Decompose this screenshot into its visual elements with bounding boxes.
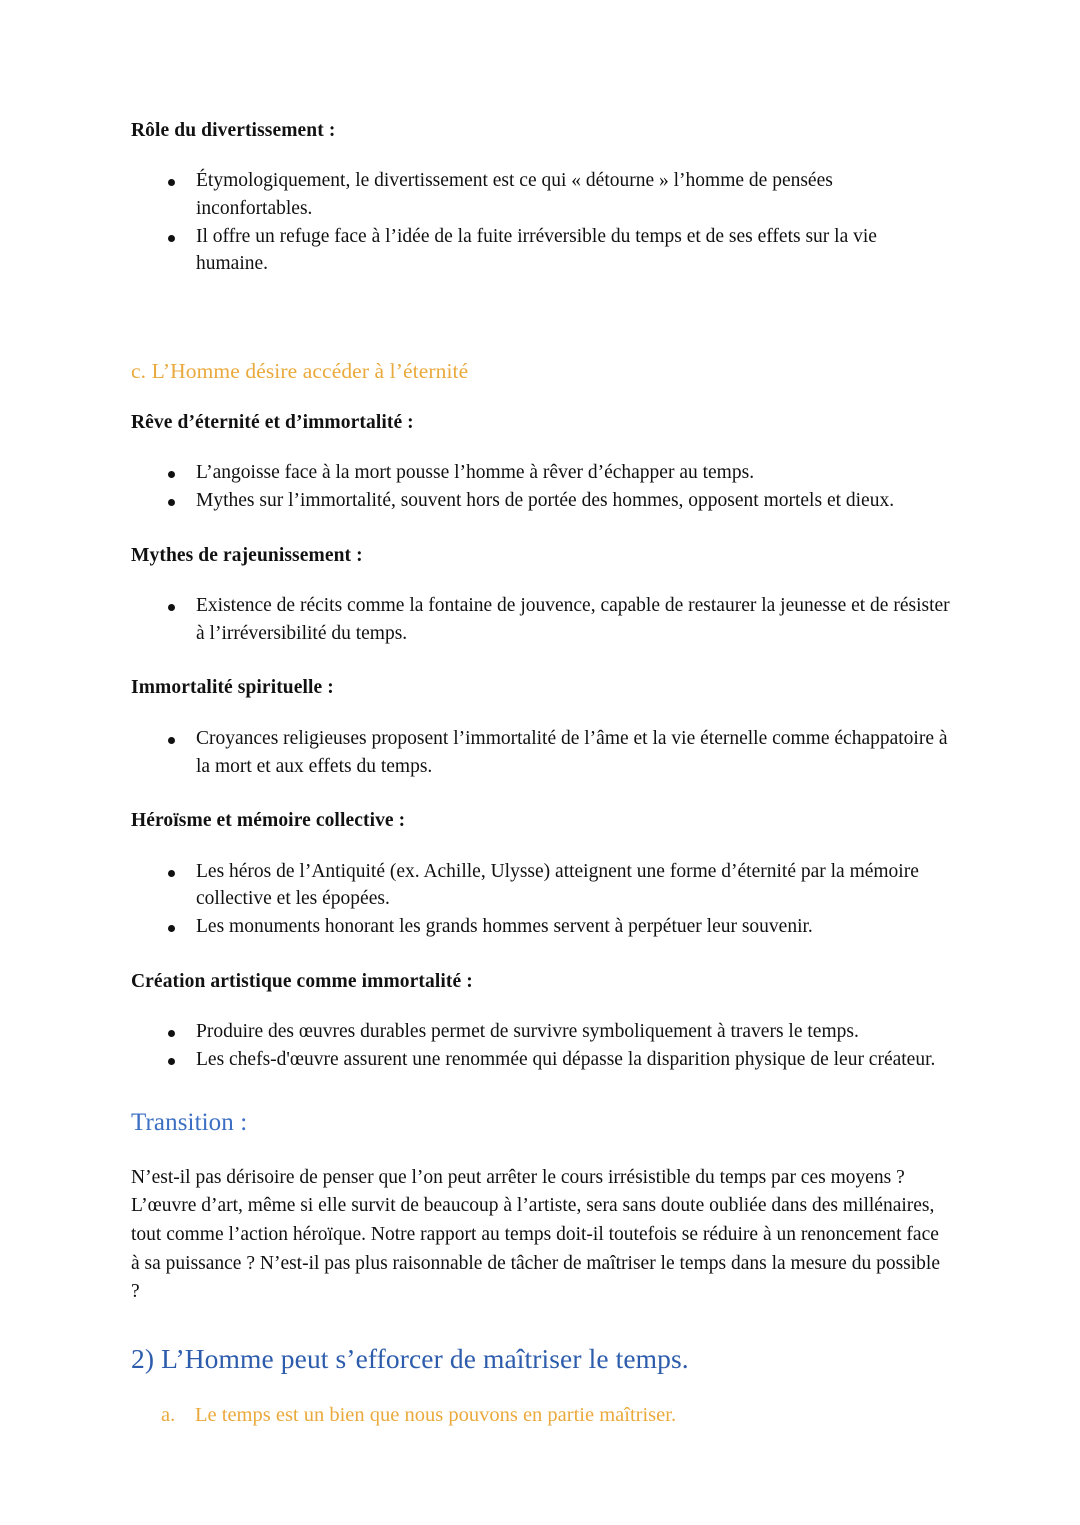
bullet-list-mythes-rajeunissement xyxy=(131,592,951,647)
spacer xyxy=(131,701,951,725)
bullet-list-role-du-divertissement xyxy=(131,167,951,278)
list-item: Il offre un refuge face à l’idée de la fuite irréversible du temps et de ses effets sur la vie humaine. xyxy=(131,223,951,278)
heading-creation-artistique: Création artistique comme immortalité : xyxy=(131,970,473,992)
transition-paragraph: N’est-il pas dérisoire de penser que l’on peut arrêter le cours irrésistible du temps par ces moyens ? L’œuvre d’art, même si elle survit de beaucoup à l’artiste, sera sans doute oubliée dans des millénaires, tout comme l’action héroïque. Notre rapport au temps doit-il toutefois se réduire à un renoncement face à sa puissance ? N’est-il pas plus raisonnable de tâcher de maîtriser le temps dans la mesure du possible ? xyxy=(131,1166,941,1303)
spacer xyxy=(131,834,951,858)
bullet-list-heroisme-memoire-collective xyxy=(131,858,951,941)
list-item: L’angoisse face à la mort pousse l’homme à rêver d’échapper au temps. xyxy=(131,459,951,487)
heading-c-homme-desire-eternite: c. L’Homme désire accéder à l’éternité xyxy=(131,359,469,384)
spacer xyxy=(131,386,951,410)
list-item: Croyances religieuses proposent l’immortalité de l’âme et la vie éternelle comme échappatoire à la mort et aux effets du temps. xyxy=(131,725,951,780)
spacer xyxy=(131,568,951,592)
spacer xyxy=(131,1307,951,1341)
list-item-a xyxy=(131,1401,951,1430)
list-marker: a. xyxy=(161,1403,176,1426)
bullet-list-creation-artistique xyxy=(131,1018,951,1073)
document-content xyxy=(131,118,951,1430)
spacer xyxy=(131,1377,951,1401)
list-item: Les héros de l’Antiquité (ex. Achille, Ulysse) atteignent une forme d’éternité par la mémoire collective et les épopées. xyxy=(131,858,951,913)
heading-reve-eternite: Rêve d’éternité et d’immortalité : xyxy=(131,412,414,434)
heading-heroisme-memoire-collective: Héroïsme et mémoire collective : xyxy=(131,810,406,832)
spacer xyxy=(131,143,951,167)
list-item: Les monuments honorant les grands hommes servent à perpétuer leur souvenir. xyxy=(131,913,951,941)
heading-role-du-divertissement: Rôle du divertissement : xyxy=(131,120,336,141)
spacer xyxy=(131,1140,951,1164)
heading-part-two: 2) L’Homme peut s’efforcer de maîtriser le temps. xyxy=(131,1343,689,1375)
bullet-list-immortalite-spirituelle xyxy=(131,725,951,780)
list-item: Existence de récits comme la fontaine de jouvence, capable de restaurer la jeunesse et de résister à l’irréversibilité du temps. xyxy=(131,592,951,647)
spacer xyxy=(131,647,951,675)
spacer xyxy=(131,278,951,358)
list-item: Étymologiquement, le divertissement est ce qui « détourne » l’homme de pensées inconfortables. xyxy=(131,167,951,222)
part-two-sub-list xyxy=(131,1401,951,1430)
spacer xyxy=(131,515,951,543)
list-item-label: Le temps est un bien que nous pouvons en partie maîtriser. xyxy=(195,1403,677,1426)
list-item: Produire des œuvres durables permet de survivre symboliquement à travers le temps. xyxy=(131,1018,951,1046)
spacer xyxy=(131,435,951,459)
bullet-list-reve-eternite xyxy=(131,459,951,514)
list-item: Les chefs-d'œuvre assurent une renommée qui dépasse la disparition physique de leur créateur. xyxy=(131,1046,951,1074)
spacer xyxy=(131,941,951,969)
spacer xyxy=(131,994,951,1018)
list-item: Mythes sur l’immortalité, souvent hors de portée des hommes, opposent mortels et dieux. xyxy=(131,487,951,515)
heading-mythes-rajeunissement: Mythes de rajeunissement : xyxy=(131,544,363,566)
heading-transition: Transition : xyxy=(131,1109,248,1137)
heading-immortalite-spirituelle: Immortalité spirituelle : xyxy=(131,677,334,699)
spacer xyxy=(131,780,951,808)
spacer xyxy=(131,1073,951,1107)
